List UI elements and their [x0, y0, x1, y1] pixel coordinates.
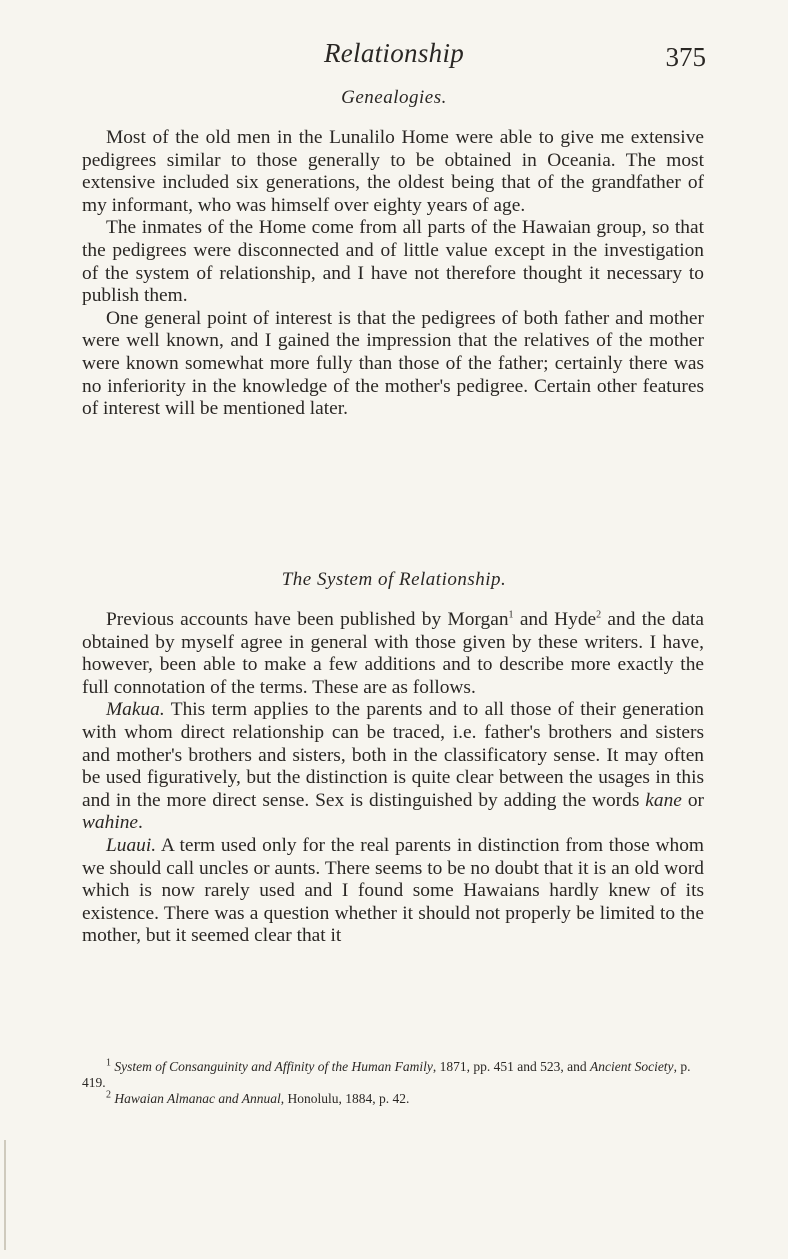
- text-run: and the data obtained by myself agree in general with those given by these writers. I have, however, been able to make a few additions and to describe more exactly the full connotation of the terms. These are as follows.: [82, 609, 704, 698]
- text-run: or: [681, 789, 704, 811]
- footnote-text: , Honolulu, 1884, p. 42.: [280, 1091, 410, 1106]
- term-makua: Makua.: [106, 699, 165, 721]
- term-kane: kane: [645, 789, 682, 811]
- text-run: A term used only for the real parents in distinction from those whom we should call uncles or aunts. There seems to be no doubt that it is an old word which is now rarely used and I found some Hawaians hardly knew of its existence. There was a question whether it should not properly be limited to the mother, but it seemed clear that it: [82, 834, 704, 947]
- footnote-2: [82, 1091, 704, 1107]
- text-run: Previous accounts have been published by Morgan: [106, 609, 509, 630]
- page-edge-shadow: [4, 1140, 6, 1250]
- section-heading-system-of-relationship: The System of Relationship.: [281, 569, 507, 590]
- footnote-title: Hawaian Almanac and Annual: [114, 1091, 281, 1106]
- footnote-mark-2: 2: [106, 1089, 111, 1101]
- term-luaui: Luaui.: [106, 834, 157, 856]
- footnote-mark-1: 1: [106, 1057, 111, 1069]
- paragraph-luaui: [82, 835, 704, 948]
- footnotes: [82, 1059, 704, 1107]
- footnote-ref-1: 1: [508, 609, 514, 621]
- paragraph-previous-accounts: [82, 609, 704, 699]
- running-head: [0, 38, 788, 78]
- relationship-text: [82, 609, 704, 948]
- paragraph: The inmates of the Home come from all parts of the Hawaian group, so that the pedigrees were disconnected and of little value except in the investigation of the system of relationship, and I have not therefore thought it necessary to publish them.: [82, 217, 704, 307]
- paragraph: One general point of interest is that the pedigrees of both father and mother were well known, and I gained the impression that the relatives of the mother were known somewhat more fully than those of the father; certainly there was no inferiority in the knowledge of the mother's pedigree. Certain other features of interest will be mentioned later.: [82, 307, 704, 420]
- footnote-1: [82, 1059, 704, 1091]
- footnote-text: , p. 419.: [82, 1059, 691, 1090]
- footnote-ref-2: 2: [596, 609, 602, 621]
- genealogies-text: [82, 127, 704, 421]
- term-wahine: wahine: [82, 812, 139, 834]
- footnote-title: Ancient Society: [589, 1059, 674, 1074]
- text-run: and Hyde: [513, 609, 597, 630]
- footnote-text: , 1871, pp. 451 and 523, and: [432, 1059, 590, 1074]
- section-heading-genealogies: Genealogies.: [341, 87, 447, 108]
- paragraph: Most of the old men in the Lunalilo Home were able to give me extensive pedigrees similar to those generally to be obtained in Oceania. The most extensive included six generations, the oldest being that of the grandfather of my informant, who was himself over eighty years of age.: [82, 127, 704, 216]
- paragraph-makua: [82, 699, 704, 835]
- text-run: .: [138, 812, 143, 834]
- running-title: Relationship: [323, 38, 465, 68]
- text-run: This term applies to the parents and to all those of their generation with whom direct relationship can be traced, i.e. father's brothers and sisters and mother's brothers and sisters, both in the classificatory sense. It may often be used figuratively, but the distinction is quite clear between the usages in this and in the more direct sense. Sex is distinguished by adding the words: [82, 699, 704, 811]
- page-number: 375: [665, 42, 706, 72]
- footnote-title: System of Consanguinity and Affinity of the Human Family: [114, 1059, 433, 1074]
